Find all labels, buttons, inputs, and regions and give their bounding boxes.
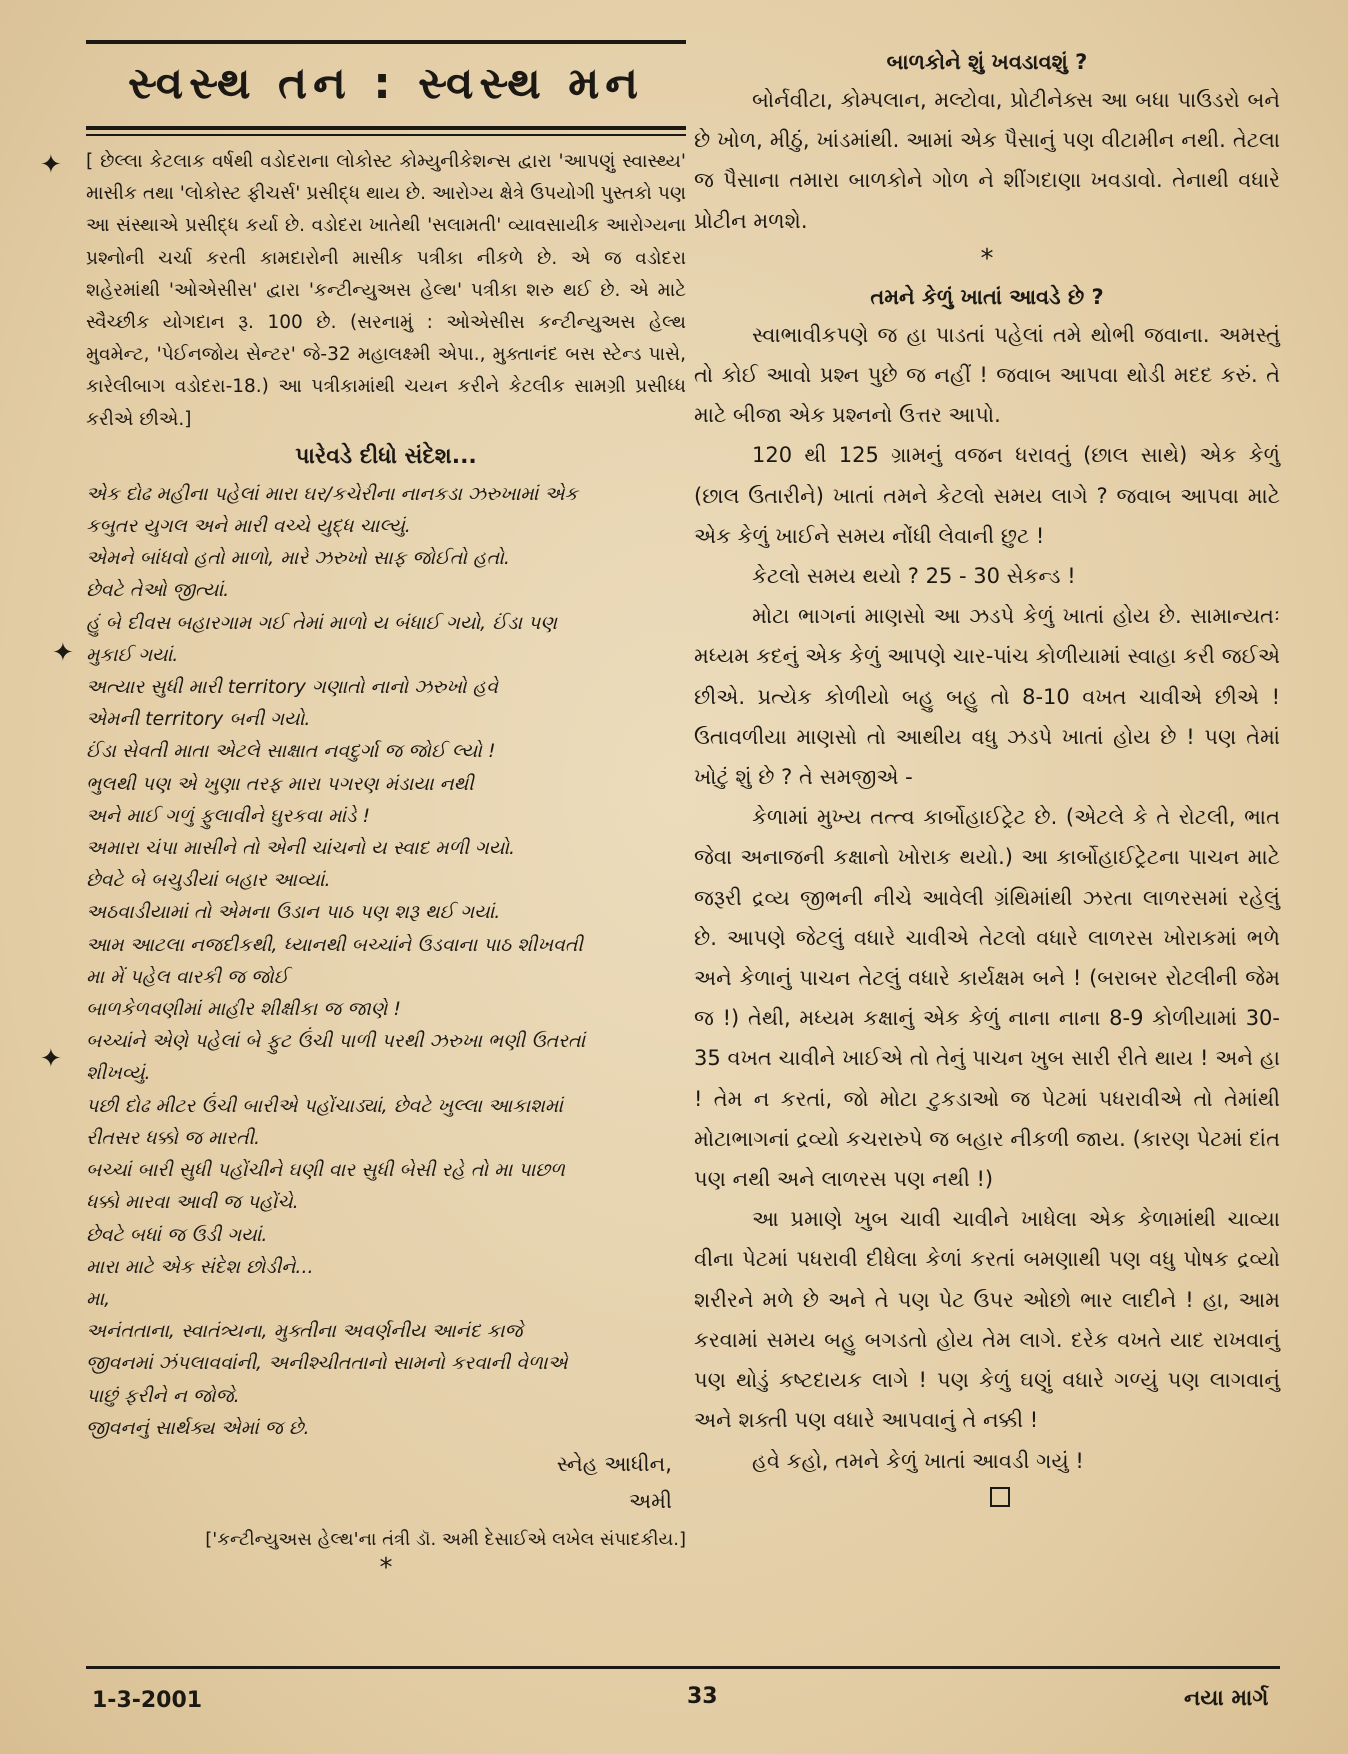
poem-line: મુકાઈ ગયાં. <box>86 643 179 666</box>
end-box-icon <box>990 1487 1010 1507</box>
signature-name: અમી <box>629 1488 672 1513</box>
article-paragraph: મોટા ભાગનાં માણસો આ ઝડપે કેળું ખાતાં હોય છે. સામાન્યતઃ મધ્યમ કદનું એક કેળું આપણે ચાર-પાંચ કોળીયામાં સ્વાહા કરી જઈએ છીએ. પ્રત્યેક કોળીયો બહુ બહુ તો 8-10 વખત ચાવીએ છીએ ! ઉતાવળીયા માણસો તો આથીય વધુ ઝડપે ખાતાં હોય છે ! પણ તેમાં ખોટું શું છે ? તે સમજીએ - <box>694 604 1280 790</box>
poem-line: જીવનમાં ઝંપલાવવાંની, અનીશ્ચીતતાનો સામનો કરવાની વેળાએ <box>86 1352 568 1375</box>
article-paragraph: કેટલો સમય થયો ? 25 - 30 સેકન્ડ ! <box>752 564 1076 589</box>
poem-line: પછી દોઢ મીટર ઉંચી બારીએ પહોંચાડ્યાં, છેવટે ખુલ્લા આકાશમાં <box>86 1094 563 1117</box>
poem-line: રીતસર ધક્કો જ મારતી. <box>86 1126 261 1149</box>
poem-line: મારા માટે એક સંદેશ છોડીને... <box>86 1255 314 1278</box>
footer-page-number: 33 <box>687 1684 718 1709</box>
poem-line: એક દોઢ મહીના પહેલાં મારા ઘર/કચેરીના નાનકડા ઝરુખામાં એક <box>86 482 578 505</box>
section-star: * <box>379 1552 393 1583</box>
poem-body <box>86 478 686 1444</box>
poem-line: આમ આટલા નજદીકથી, ધ્યાનથી બચ્ચાંને ઉડવાના પાઠ શીખવતી <box>86 933 583 956</box>
article-body-banana <box>694 315 1280 1481</box>
editor-note: ['કન્ટીન્યુઅસ હેલ્થ'ના તંત્રી ડૉ. અમી દેસાઈએ લખેલ સંપાદકીય.] <box>205 1528 686 1550</box>
poem-line: અમારા ચંપા માસીને તો એની ચાંચનો ય સ્વાદ મળી ગયો. <box>86 837 516 860</box>
poem-line: કબુતર યુગલ અને મારી વચ્ચે યુદ્ધ ચાલ્યું. <box>86 515 411 538</box>
article-heading-banana: તમને કેળું ખાતાં આવડે છે ? <box>870 284 1104 309</box>
poem-line: ભુલથી પણ એ ખુણા તરફ મારા પગરણ મંડાયા નથી <box>86 772 474 795</box>
article-heading-children: બાળકોને શું ખવડાવશું ? <box>886 50 1088 74</box>
article-paragraph: આ પ્રમાણે ખુબ ચાવી ચાવીને ખાધેલા એક કેળામાંથી ચાવ્યા વીના પેટમાં પધરાવી દીધેલા કેળાં કરતાં બમણાથી પણ વધુ પોષક દ્રવ્યો શરીરને મળે છે અને તે પણ પેટ ઉપર ઓછો ભાર લાદીને ! હા, આમ કરવામાં સમય બહુ બગડતો હોય તેમ લાગે. દરેક વખતે યાદ રાખવાનું પણ થોડું કષ્ટદાયક લાગે ! પણ કેળું ઘણું વધારે ગળ્યું પણ લાગવાનું અને શક્તી પણ વધારે આપવાનું તે નક્કી ! <box>694 1207 1280 1433</box>
poem-line: છેવટે તેઓ જીત્યાં. <box>86 579 230 602</box>
margin-arrow-icon: ✦ <box>40 150 62 180</box>
poem-line: ધક્કો મારવા આવી જ પહોંચે. <box>86 1191 299 1214</box>
article-paragraph: 120 થી 125 ગ્રામનું વજન ધરાવતું (છાલ સાથે) એક કેળું (છાલ ઉતારીને) ખાતાં તમને કેટલો સમય લાગે ? જવાબ આપવા માટે એક કેળું ખાઈને સમય નોંધી લેવાની છુટ ! <box>694 443 1280 548</box>
article-body-children <box>694 80 1280 241</box>
poem-line: અઠવાડીયામાં તો એમના ઉડાન પાઠ પણ શરૂ થઈ ગયાં. <box>86 901 501 924</box>
right-column <box>694 44 1280 1507</box>
poem-line: બાળકેળવણીમાં માહીર શીક્ષીકા જ જાણે ! <box>86 998 401 1021</box>
margin-arrow-icon: ✦ <box>52 638 74 668</box>
article-divider-star: * <box>980 243 994 274</box>
footer-rule <box>86 1666 1280 1669</box>
poem-line: અત્યાર સુધી મારી territory ગણાતો નાનો ઝરુખો હવે <box>86 676 498 699</box>
poem-line: બચ્ચાં બારી સુધી પહોંચીને ઘણી વાર સુધી બેસી રહે તો મા પાછળ <box>86 1159 565 1182</box>
poem-line: શીખવ્યું. <box>86 1062 151 1085</box>
poem-line: મા મેં પહેલ વારકી જ જોઈ <box>86 965 289 988</box>
intro-paragraph: [ છેલ્લા કેટલાક વર્ષથી વડોદરાના લોકોસ્ટ કોમ્યુનીકેશન્સ દ્વારા 'આપણું સ્વાસ્થ્ય' માસીક તથા 'લોકોસ્ટ ફીચર્સ' પ્રસીદ્ધ થાય છે. આરોગ્ય ક્ષેત્રે ઉપયોગી પુસ્તકો પણ આ સંસ્થાએ પ્રસીદ્ધ કર્યા છે. વડોદરા ખાતેથી 'સલામતી' વ્યાવસાયીક આરોગ્યના પ્રશ્નોની ચર્ચા કરતી કામદારોની માસીક પત્રીકા નીકળે છે. એ જ વડોદરા શહેરમાંથી 'ઓએસીસ' દ્વારા 'કન્ટીન્યુઅસ હેલ્થ' પત્રીકા શરુ થઈ છે. એ માટે સ્વૈચ્છીક યોગદાન રૂ. 100 છે. (સરનામું : ઓએસીસ કન્ટીન્યુઅસ હેલ્થ મુવમેન્ટ, 'પેઈનજોય સેન્ટર' જે-32 મહાલક્ષ્મી એપા., મુક્તાનંદ બસ સ્ટેન્ડ પાસે, કારેલીબાગ વડોદરા-18.) આ પત્રીકામાંથી ચયન કરીને કેટલીક સામગ્રી પ્રસીધ્ધ કરીએ છીએ.] <box>86 151 686 430</box>
footer-magazine-name: નયા માર્ગ <box>1184 1686 1269 1711</box>
poem-line: છેવટે બે બચુડીયાં બહાર આવ્યાં. <box>86 869 331 892</box>
article-paragraph: હવે કહો, તમને કેળું ખાતાં આવડી ગયું ! <box>752 1448 1084 1473</box>
poem-line: છેવટે બધાં જ ઉડી ગયાં. <box>86 1223 268 1246</box>
title-rule-bottom <box>86 126 686 130</box>
title-rule-top <box>86 40 686 44</box>
footer-date: 1-3-2001 <box>92 1688 203 1713</box>
margin-arrow-icon: ✦ <box>40 1044 62 1074</box>
poem-line: જીવનનું સાર્થક્ય એમાં જ છે. <box>86 1416 310 1439</box>
poem-title: પારેવડે દીધો સંદેશ... <box>295 443 477 469</box>
poem-line: પાછું ફરીને ન જોજે. <box>86 1384 240 1407</box>
left-column <box>86 40 686 1583</box>
poem-line: એમની territory બની ગયો. <box>86 708 311 731</box>
poem-line: એમને બાંધવો હતો માળો, મારે ઝરુખો સાફ જોઈતો હતો. <box>86 547 510 570</box>
article-paragraph: બોર્નવીટા, કોમ્પલાન, મલ્ટોવા, પ્રોટીનેક્સ આ બધા પાઉડરો બને છે ખોળ, મીઠું, ખાંડમાંથી. આમાં એક પૈસાનું પણ વીટામીન નથી. તેટલા જ પૈસાના તમારા બાળકોને ગોળ ને શીંગદાણા ખવડાવો. તેનાથી વધારે પ્રોટીન મળશે. <box>694 88 1280 233</box>
article-paragraph: સ્વાભાવીકપણે જ હા પાડતાં પહેલાં તમે થોભી જવાના. અમસ્તું તો કોઈ આવો પ્રશ્ન પુછે જ નહીં ! જવાબ આપવા થોડી મદદ કરું. તે માટે બીજા એક પ્રશ્નનો ઉત્તર આપો. <box>694 322 1280 428</box>
page-title: સ્વસ્થ તન : સ્વસ્થ મન <box>127 58 645 109</box>
title-rule-bottom-thin <box>86 134 686 136</box>
poem-line: અનંતતાના, સ્વાતંત્ર્યના, મુક્તીના અવર્ણનીય આનંદ કાજે <box>86 1320 523 1343</box>
poem-line: બચ્ચાંને એણે પહેલાં બે ફુટ ઉંચી પાળી પરથી ઝરુખા ભણી ઉતરતાં <box>86 1030 586 1053</box>
signoff: સ્નેહ આધીન, <box>556 1451 672 1476</box>
poem-line: ઈંડા સેવતી માતા એટલે સાક્ષાત નવદુર્ગા જ જોઈ લ્યો ! <box>86 740 496 763</box>
poem-line: મા, <box>86 1287 111 1310</box>
poem-line: હું બે દીવસ બહારગામ ગઈ તેમાં માળો ય બંધાઈ ગયો, ઈંડા પણ <box>86 611 557 634</box>
article-paragraph: કેળામાં મુખ્ય તત્ત્વ કાર્બોહાઈટ્રેટ છે. (એટલે કે તે રોટલી, ભાત જેવા અનાજની કક્ષાનો ખોરાક થયો.) આ કાર્બોહાઈટ્રેટના પાચન માટે જરૂરી દ્રવ્ય જીભની નીચે આવેલી ગ્રંથિમાંથી ઝરતા લાળરસમાં રહેલું છે. આપણે જેટલું વધારે ચાવીએ તેટલો વધારે લાળરસ ખોરાકમાં ભળે અને કેળાનું પાચન તેટલું વધારે કાર્યક્ષમ બને ! (બરાબર રોટલીની જેમ જ !) તેથી, મધ્યમ કક્ષાનું એક કેળું નાના નાના 8-9 કોળીયામાં 30-35 વખત ચાવીને ખાઈએ તો તેનું પાચન ખુબ સારી રીતે થાય ! અને હા ! તેમ ન કરતાં, જો મોટા ટુકડાઓ જ પેટમાં પધરાવીએ તો તેમાંથી મોટાભાગનાં દ્રવ્યો કચરારુપે જ બહાર નીકળી જાય. (કારણ પેટમાં દાંત પણ નથી અને લાળરસ પણ નથી !) <box>694 805 1280 1192</box>
poem-line: અને માઈ ગળું ફુલાવીને ઘુરકવા માંડે ! <box>86 804 371 827</box>
